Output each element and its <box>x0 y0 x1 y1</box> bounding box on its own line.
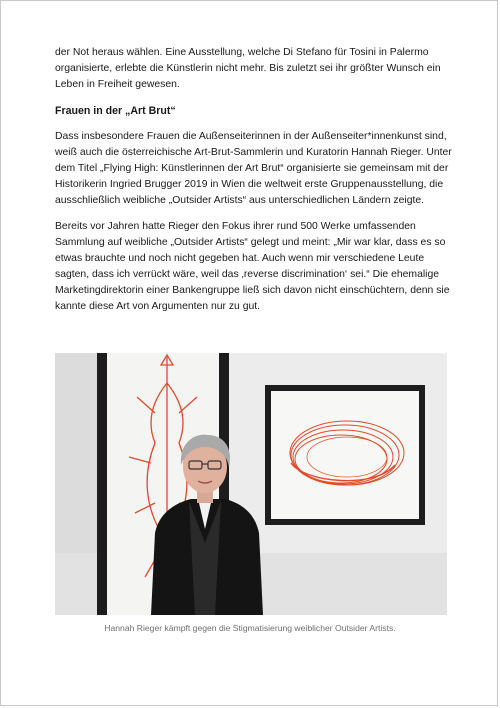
section-heading: Frauen in der „Art Brut“ <box>55 105 176 117</box>
article-body <box>55 45 455 325</box>
paragraph-intro: der Not heraus wählen. Eine Ausstellung, welche Di Stefano für Tosini in Palermo organisierte, erlebte die Künstlerin nicht mehr. Bis zuletzt sei ihr größter Wunsch ein Leben in Freiheit gewesen. <box>55 47 441 90</box>
photo-illustration <box>55 353 447 615</box>
photo-caption: Hannah Rieger kämpft gegen die Stigmatisierung weiblicher Outsider Artists. <box>104 623 396 633</box>
article-photo <box>55 353 447 615</box>
paragraph-collection: Bereits vor Jahren hatte Rieger den Fokus ihrer rund 500 Werke umfassenden Sammlung auf weibliche „Outsider Artists“ gelegt und meint: „Mir war klar, dass es so etwas brauchte und noch nicht gegeben hat. Auch wenn mir verschiedene Leute sagten, dass ich verrückt wäre, weil das ‚reverse discrimination‘ sei.“ Die ehemalige Marketingdirektorin einer Bankengruppe ließ sich davon nicht einschüchtern, denn sie kannte diese Art von Argumenten nur zu gut. <box>55 221 450 312</box>
paragraph-flying-high: Dass insbesondere Frauen die Außenseiterinnen in der Außenseiter*innenkunst sind, weiß auch die österreichische Art-Brut-Sammlerin und Kuratorin Hannah Rieger. Unter dem Titel „Flying High: Künstlerinnen der Art Brut“ organisierte sie gemeinsam mit der Historikerin Ingried Brugger 2019 in Wien die weltweit erste Gruppenausstellung, die ausschließlich weibliche „Outsider Artists“ aus unterschiedlichen Ländern zeigte. <box>55 131 452 206</box>
